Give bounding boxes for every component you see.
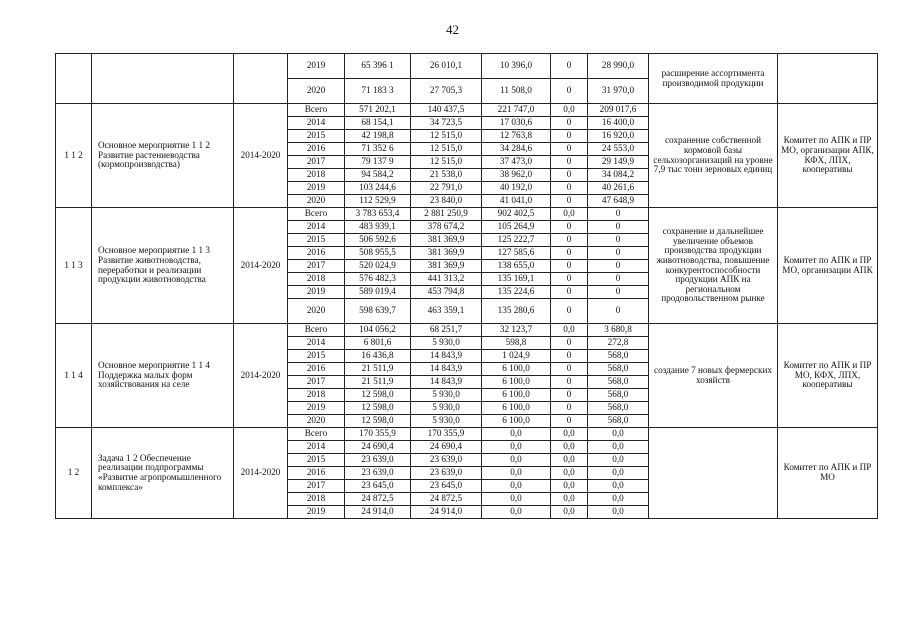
local-cell: 0,0 [551,454,588,467]
other-cell: 47 648,9 [588,195,649,208]
total-cell: 576 482,3 [345,273,411,286]
other-cell: 0,0 [588,441,649,454]
year-cell: 2014 [288,441,345,454]
total-cell: 24 690,4 [345,441,411,454]
local-cell: 0 [551,234,588,247]
other-cell: 28 990,0 [588,54,649,79]
year-cell: 2017 [288,376,345,389]
federal-cell: 5 930,0 [411,337,482,350]
regional-cell: 135 169,1 [482,273,551,286]
year-cell: 2020 [288,79,345,104]
year-cell: 2018 [288,493,345,506]
local-cell: 0,0 [551,208,588,221]
period-cell: 2014-2020 [234,324,288,428]
period-cell: 2014-2020 [234,104,288,208]
total-cell: 68 154,1 [345,117,411,130]
other-cell: 568,0 [588,415,649,428]
total-cell: 23 639,0 [345,467,411,480]
other-cell: 3 680,8 [588,324,649,337]
regional-cell: 598,8 [482,337,551,350]
year-cell: 2014 [288,117,345,130]
year-cell: 2015 [288,130,345,143]
federal-cell: 22 791,0 [411,182,482,195]
total-cell: 79 137 9 [345,156,411,169]
total-cell: 71 352 6 [345,143,411,156]
local-cell: 0 [551,299,588,324]
other-cell: 0 [588,260,649,273]
other-cell: 272,8 [588,337,649,350]
name-cell: Основное мероприятие 1 1 3 Развитие животноводства, переработки и реализации продукции животноводства [92,208,234,324]
federal-cell: 12 515,0 [411,156,482,169]
regional-cell: 105 264,9 [482,221,551,234]
other-cell: 0,0 [588,493,649,506]
federal-cell: 27 705,3 [411,79,482,104]
federal-cell: 441 313,2 [411,273,482,286]
federal-cell: 23 639,0 [411,467,482,480]
name-cell: Основное мероприятие 1 1 2 Развитие растениеводства (кормопроизводства) [92,104,234,208]
year-cell: 2014 [288,221,345,234]
federal-cell: 381 369,9 [411,247,482,260]
federal-cell: 26 010,1 [411,54,482,79]
year-cell: 2016 [288,143,345,156]
name-cell: Задача 1 2 Обеспечение реализации подпрограммы «Развитие агропромышленного комплекса» [92,428,234,519]
local-cell: 0,0 [551,104,588,117]
regional-cell: 11 508,0 [482,79,551,104]
other-cell: 0,0 [588,480,649,493]
regional-cell: 10 396,0 [482,54,551,79]
federal-cell: 5 930,0 [411,415,482,428]
regional-cell: 0,0 [482,467,551,480]
local-cell: 0,0 [551,441,588,454]
federal-cell: 68 251,7 [411,324,482,337]
total-cell: 170 355,9 [345,428,411,441]
regional-cell: 38 962,0 [482,169,551,182]
total-cell: 65 396 1 [345,54,411,79]
regional-cell: 40 192,0 [482,182,551,195]
year-cell: 2020 [288,415,345,428]
federal-cell: 14 843,9 [411,376,482,389]
regional-cell: 32 123,7 [482,324,551,337]
local-cell: 0,0 [551,428,588,441]
federal-cell: 170 355,9 [411,428,482,441]
executor-cell: Комитет по АПК и ПР МО, КФХ, ЛПХ, кооперативы [778,324,878,428]
other-cell: 568,0 [588,389,649,402]
total-cell: 23 645,0 [345,480,411,493]
code-cell: 1 1 2 [56,104,92,208]
other-cell: 0 [588,247,649,260]
total-cell: 94 584,2 [345,169,411,182]
local-cell: 0,0 [551,506,588,519]
total-cell: 104 056,2 [345,324,411,337]
total-cell: 103 244,6 [345,182,411,195]
executor-cell: Комитет по АПК и ПР МО, организации АПК [778,208,878,324]
year-cell: 2017 [288,480,345,493]
local-cell: 0,0 [551,493,588,506]
year-cell: 2016 [288,247,345,260]
other-cell: 34 084,2 [588,169,649,182]
regional-cell: 125 222,7 [482,234,551,247]
year-cell: 2019 [288,286,345,299]
year-cell: 2018 [288,389,345,402]
regional-cell: 0,0 [482,493,551,506]
regional-cell: 6 100,0 [482,389,551,402]
local-cell: 0 [551,117,588,130]
federal-cell: 24 914,0 [411,506,482,519]
table-row [56,324,878,337]
federal-cell: 14 843,9 [411,363,482,376]
local-cell: 0 [551,389,588,402]
other-cell: 0 [588,286,649,299]
total-cell: 571 202,1 [345,104,411,117]
result-cell: создание 7 новых фермерских хозяйств [649,324,778,428]
local-cell: 0 [551,415,588,428]
name-cell [92,54,234,104]
federal-cell: 23 840,0 [411,195,482,208]
local-cell: 0 [551,169,588,182]
year-cell: 2019 [288,402,345,415]
local-cell: 0 [551,273,588,286]
other-cell: 0 [588,221,649,234]
code-cell: 1 1 4 [56,324,92,428]
result-cell: расширение ассортимента производимой продукции [649,54,778,104]
regional-cell: 0,0 [482,441,551,454]
page-number: 42 [446,22,459,37]
local-cell: 0 [551,182,588,195]
local-cell: 0 [551,221,588,234]
regional-cell: 6 100,0 [482,376,551,389]
executor-cell [778,54,878,104]
period-cell: 2014-2020 [234,428,288,519]
other-cell: 0 [588,234,649,247]
year-cell: 2015 [288,350,345,363]
code-cell: 1 1 3 [56,208,92,324]
year-cell: 2016 [288,363,345,376]
federal-cell: 5 930,0 [411,402,482,415]
year-cell: Всего [288,428,345,441]
total-cell: 23 639,0 [345,454,411,467]
federal-cell: 24 872,5 [411,493,482,506]
total-cell: 508 955,5 [345,247,411,260]
total-cell: 24 914,0 [345,506,411,519]
regional-cell: 0,0 [482,506,551,519]
result-cell [649,428,778,519]
total-cell: 506 592,6 [345,234,411,247]
total-cell: 12 598,0 [345,389,411,402]
other-cell: 0 [588,273,649,286]
regional-cell: 135 280,6 [482,299,551,324]
local-cell: 0 [551,260,588,273]
other-cell: 40 261,6 [588,182,649,195]
local-cell: 0,0 [551,467,588,480]
local-cell: 0 [551,130,588,143]
federal-cell: 34 723,5 [411,117,482,130]
program-table [55,53,878,519]
federal-cell: 12 515,0 [411,130,482,143]
regional-cell: 135 224,6 [482,286,551,299]
total-cell: 598 639,7 [345,299,411,324]
total-cell: 12 598,0 [345,415,411,428]
other-cell: 568,0 [588,350,649,363]
year-cell: 2018 [288,273,345,286]
regional-cell: 6 100,0 [482,415,551,428]
total-cell: 589 019,4 [345,286,411,299]
year-cell: Всего [288,208,345,221]
other-cell: 0,0 [588,467,649,480]
year-cell: 2017 [288,156,345,169]
name-cell: Основное мероприятие 1 1 4 Поддержка малых форм хозяйствования на селе [92,324,234,428]
local-cell: 0 [551,337,588,350]
local-cell: 0 [551,350,588,363]
federal-cell: 381 369,9 [411,260,482,273]
other-cell: 209 017,6 [588,104,649,117]
total-cell: 71 183 3 [345,79,411,104]
table-row [56,104,878,117]
regional-cell: 12 763,8 [482,130,551,143]
result-cell: сохранение и дальнейшее увеличение объемов производства продукции животноводства, повышение конкурентоспособности продукции АПК на региональном продовольственном рынке [649,208,778,324]
regional-cell: 0,0 [482,428,551,441]
other-cell: 0,0 [588,454,649,467]
regional-cell: 902 402,5 [482,208,551,221]
total-cell: 21 511,9 [345,376,411,389]
year-cell: 2020 [288,195,345,208]
local-cell: 0,0 [551,480,588,493]
federal-cell: 2 881 250,9 [411,208,482,221]
total-cell: 21 511,9 [345,363,411,376]
regional-cell: 138 655,0 [482,260,551,273]
other-cell: 24 553,0 [588,143,649,156]
year-cell: 2019 [288,506,345,519]
federal-cell: 453 794,8 [411,286,482,299]
regional-cell: 221 747,0 [482,104,551,117]
year-cell: Всего [288,324,345,337]
regional-cell: 41 041,0 [482,195,551,208]
regional-cell: 127 585,6 [482,247,551,260]
federal-cell: 140 437,5 [411,104,482,117]
federal-cell: 5 930,0 [411,389,482,402]
executor-cell: Комитет по АПК и ПР МО [778,428,878,519]
other-cell: 29 149,9 [588,156,649,169]
regional-cell: 17 030,6 [482,117,551,130]
local-cell: 0 [551,376,588,389]
table-row [56,208,878,221]
other-cell: 568,0 [588,363,649,376]
other-cell: 568,0 [588,402,649,415]
year-cell: 2019 [288,182,345,195]
table-row [56,54,878,79]
year-cell: 2015 [288,234,345,247]
regional-cell: 0,0 [482,480,551,493]
federal-cell: 21 538,0 [411,169,482,182]
year-cell: 2020 [288,299,345,324]
local-cell: 0 [551,247,588,260]
year-cell: 2015 [288,454,345,467]
regional-cell: 1 024,9 [482,350,551,363]
executor-cell: Комитет по АПК и ПР МО, организации АПК, КФХ, ЛПХ, кооперативы [778,104,878,208]
federal-cell: 14 843,9 [411,350,482,363]
year-cell: Всего [288,104,345,117]
local-cell: 0 [551,363,588,376]
other-cell: 0 [588,299,649,324]
result-cell: сохранение собственной кормовой базы сельхозорганизаций на уровне 7,9 тыс тонн зерновых единиц [649,104,778,208]
federal-cell: 23 645,0 [411,480,482,493]
other-cell: 0,0 [588,506,649,519]
local-cell: 0 [551,195,588,208]
federal-cell: 12 515,0 [411,143,482,156]
table-body [56,54,878,519]
federal-cell: 463 359,1 [411,299,482,324]
regional-cell: 0,0 [482,454,551,467]
regional-cell: 34 284,6 [482,143,551,156]
year-cell: 2018 [288,169,345,182]
year-cell: 2019 [288,54,345,79]
other-cell: 16 400,0 [588,117,649,130]
local-cell: 0 [551,54,588,79]
total-cell: 12 598,0 [345,402,411,415]
other-cell: 0 [588,208,649,221]
total-cell: 520 024,9 [345,260,411,273]
year-cell: 2014 [288,337,345,350]
other-cell: 568,0 [588,376,649,389]
regional-cell: 6 100,0 [482,402,551,415]
total-cell: 24 872,5 [345,493,411,506]
total-cell: 3 783 653,4 [345,208,411,221]
period-cell [234,54,288,104]
year-cell: 2016 [288,467,345,480]
table-row [56,428,878,441]
regional-cell: 6 100,0 [482,363,551,376]
total-cell: 42 198,8 [345,130,411,143]
other-cell: 0,0 [588,428,649,441]
total-cell: 483 939,1 [345,221,411,234]
code-cell [56,54,92,104]
code-cell: 1 2 [56,428,92,519]
other-cell: 31 970,0 [588,79,649,104]
total-cell: 16 436,8 [345,350,411,363]
other-cell: 16 920,0 [588,130,649,143]
local-cell: 0 [551,79,588,104]
federal-cell: 378 674,2 [411,221,482,234]
regional-cell: 37 473,0 [482,156,551,169]
federal-cell: 23 639,0 [411,454,482,467]
total-cell: 112 529,9 [345,195,411,208]
local-cell: 0 [551,286,588,299]
total-cell: 6 801,6 [345,337,411,350]
year-cell: 2017 [288,260,345,273]
federal-cell: 381 369,9 [411,234,482,247]
local-cell: 0 [551,143,588,156]
local-cell: 0 [551,156,588,169]
local-cell: 0,0 [551,324,588,337]
period-cell: 2014-2020 [234,208,288,324]
federal-cell: 24 690,4 [411,441,482,454]
local-cell: 0 [551,402,588,415]
